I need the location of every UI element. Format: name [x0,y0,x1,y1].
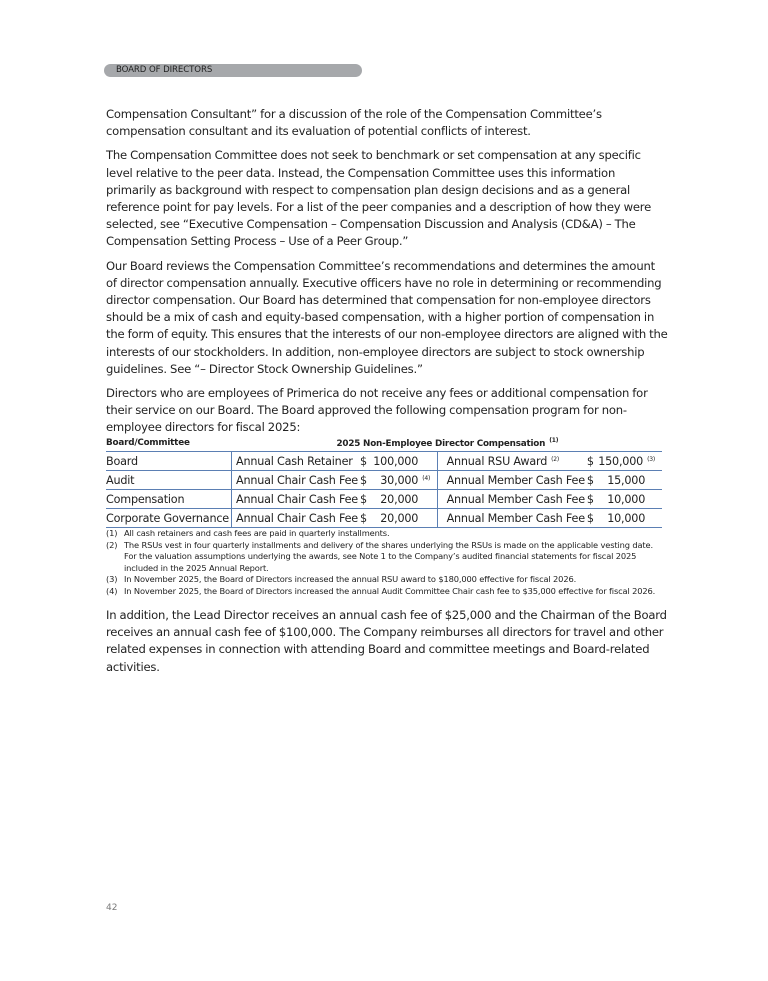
page-number: 42 [106,903,118,913]
cell-amount [371,471,437,490]
header-compensation-label: 2025 Non-Employee Director Compensation [336,438,546,449]
footnote-ref: (3) [647,456,655,463]
footnote-ref: (4) [422,475,431,482]
amount-value: 150,000 [598,455,644,468]
cell-label: Annual Chair Cash Fee [231,509,360,528]
footnote-1 [106,528,666,540]
amount-value: 20,000 [380,493,419,506]
cell-currency: $ [360,452,371,471]
director-compensation-table [106,436,662,528]
cell-currency: $ [360,509,371,528]
footnote-number: (2) [106,539,118,550]
cell-amount [598,490,662,509]
body-text [106,106,668,437]
label-value: Annual RSU Award [446,455,548,468]
cell-currency: $ [360,471,371,490]
footnote-number: (1) [106,528,118,538]
cell-label: Annual Member Cash Fee [437,490,587,509]
table-row [106,471,662,490]
cell-committee: Corporate Governance [106,509,231,528]
amount-value: 30,000 [380,474,419,487]
footnote-text: In November 2025, the Board of Directors increased the annual Audit Committee Chair cash fee to $35,000 effective for fiscal 2026. [124,585,656,596]
cell-currency: $ [587,490,598,509]
section-header-pill: BOARD OF DIRECTORS [104,64,362,77]
cell-currency: $ [587,471,598,490]
cell-label: Annual Member Cash Fee [437,509,587,528]
amount-value: 20,000 [380,512,419,525]
paragraph-employee-directors: Directors who are employees of Primerica do not receive any fees or additional compensation for their service on our Board. The Board approved the following compensation program for non-employee directors for fiscal 2025: [106,386,648,435]
amount-value: 15,000 [607,474,646,487]
footnote-ref: (2) [551,456,560,463]
paragraph-board-review: Our Board reviews the Compensation Committee’s recommendations and determines the amount of director compensation annually. Executive officers have no role in determining or recommending director compensation. Our Board has determined that compensation for non-employee directors should be a mix of cash and equity-based compensation, with a higher portion of compensation in the form of equity. This ensures that the interests of our non-employee directors are aligned with the interests of our stockholders. In addition, non-employee directors are subject to stock ownership guidelines. See “– Director Stock Ownership Guidelines.” [106,258,668,376]
footnote-text: In November 2025, the Board of Directors increased the annual RSU award to $180,000 effective for fiscal 2026. [124,574,577,585]
paragraph-lead-director: In addition, the Lead Director receives an annual cash fee of $25,000 and the Chairman of the Board receives an annual cash fee of $100,000. The Company reimburses all directors for travel and other related expenses in connection with attending Board and committee meetings and Board-related activities. [106,608,667,674]
footnote-number: (3) [106,574,118,585]
amount-value: 10,000 [607,493,646,506]
cell-label: Annual Chair Cash Fee [231,490,360,509]
amount-value: 100,000 [373,455,419,468]
cell-committee: Board [106,452,231,471]
cell-currency: $ [587,509,598,528]
table-row [106,490,662,509]
footnote-text: All cash retainers and cash fees are paid in quarterly installments. [124,528,390,538]
amount-value: 10,000 [607,512,646,525]
header-compensation [231,436,662,452]
cell-label [437,452,587,471]
table-header-row [106,436,662,452]
cell-committee: Compensation [106,490,231,509]
cell-committee: Audit [106,471,231,490]
footnote-number: (4) [106,585,118,596]
footnote-3 [106,574,666,586]
footnote-4 [106,586,666,598]
cell-amount [598,452,662,471]
cell-amount [598,509,662,528]
header-board-committee: Board/Committee [106,437,190,448]
cell-label: Annual Cash Retainer [231,452,360,471]
cell-amount [371,490,437,509]
cell-amount [598,471,662,490]
table-row [106,509,662,528]
table-row [106,452,662,471]
cell-label: Annual Member Cash Fee [437,471,587,490]
cell-amount [371,452,437,471]
table-footnotes [106,528,666,598]
paragraph-consultant: Compensation Consultant” for a discussion of the role of the Compensation Committee’s compensation consultant and its evaluation of potential conflicts of interest. [106,107,602,139]
cell-currency: $ [587,452,598,471]
footnote-2 [106,540,666,575]
footnote-text: The RSUs vest in four quarterly installments and delivery of the shares underlying the RSUs is made on the applicable vesting date. For the valuation assumptions underlying the awards, see Note 1 to the Company’s audited financial statements for fiscal 2025 included in the 2025 Annual Report. [124,539,653,573]
cell-label: Annual Chair Cash Fee [231,471,360,490]
cell-amount [371,509,437,528]
paragraph-benchmark: The Compensation Committee does not seek to benchmark or set compensation at any specific level relative to the peer data. Instead, the Compensation Committee uses this information primarily as background with respect to compensation plan design decisions and as a general reference point for pay levels. For a list of the peer companies and a description of how they were selected, see “Executive Compensation – Compensation Discussion and Analysis (CD&A) – The Compensation Setting Process – Use of a Peer Group.” [106,148,652,249]
footnote-ref: (1) [549,436,559,444]
cell-currency: $ [360,490,371,509]
